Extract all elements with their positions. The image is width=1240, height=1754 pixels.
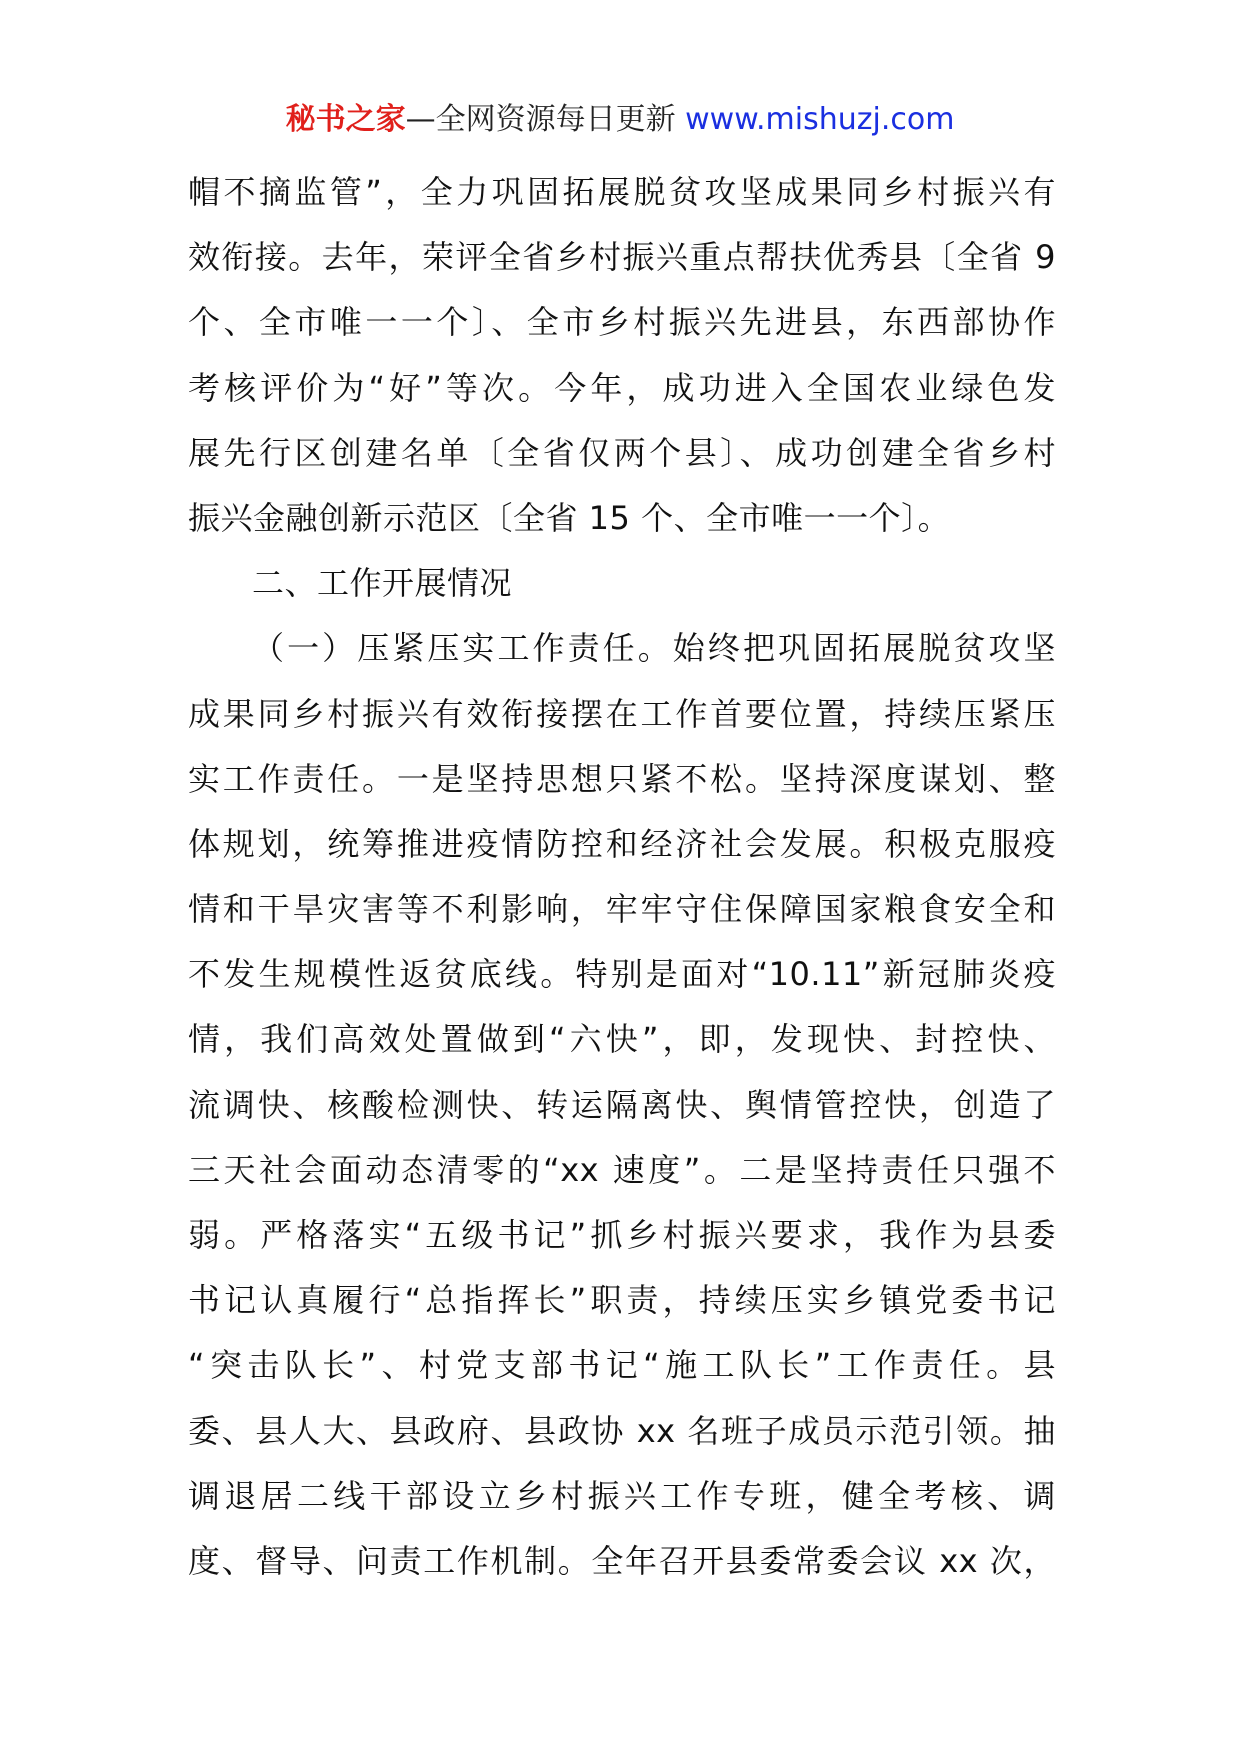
text-line: 度、督导、问责工作机制。全年召开县委常委会议 xx 次， [188,1541,1056,1580]
text-line: 帽不摘监管”，全力巩固拓展脱贫攻坚成果同乡村振兴有 [188,173,1056,211]
text-line: 书记认真履行“总指挥长”职责，持续压实乡镇党委书记 [188,1281,1056,1320]
header-tagline: —全网资源每日更新 [405,102,686,137]
text-line: 考核评价为“好”等次。今年，成功进入全国农业绿色发 [188,368,1056,407]
text-line: 情和干旱灾害等不利影响，牢牢守住保障国家粮食安全和 [188,890,1056,929]
text-line: 成果同乡村振兴有效衔接摆在工作首要位置，持续压紧压 [188,694,1056,733]
text-line: 振兴金融创新示范区〔全省 15 个、全市唯一一个〕。 [188,498,951,537]
text-line: 效衔接。去年，荣评全省乡村振兴重点帮扶优秀县〔全省 9 [188,238,1056,277]
text-line: 情，我们高效处置做到“六快”，即，发现快、封控快、 [188,1020,1056,1059]
text-line: 实工作责任。一是坚持思想只紧不松。坚持深度谋划、整 [188,759,1056,798]
text-line: 调退居二线干部设立乡村振兴工作专班，健全考核、调 [188,1476,1056,1515]
text-line: 展先行区创建名单〔全省仅两个县〕、成功创建全省乡村 [188,433,1056,472]
text-line: 不发生规模性返贫底线。特别是面对“10.11”新冠肺炎疫 [188,955,1056,994]
document-body [188,160,1056,1594]
text-line: 弱。严格落实“五级书记”抓乡村振兴要求，我作为县委 [188,1216,1056,1254]
section-heading: 二、工作开展情况 [252,564,513,603]
site-url-link[interactable]: www.mishuzj.com [685,102,955,137]
text-line: （一）压紧压实工作责任。始终把巩固拓展脱贫攻坚 [252,629,1056,668]
brand-name: 秘书之家 [285,102,406,137]
text-line: 委、县人大、县政府、县政协 xx 名班子成员示范引领。抽 [188,1411,1056,1450]
text-line: “突击队长”、村党支部书记“施工队长”工作责任。县 [188,1346,1056,1385]
text-line: 流调快、核酸检测快、转运隔离快、舆情管控快，创造了 [188,1085,1056,1124]
text-line: 体规划，统筹推进疫情防控和经济社会发展。积极克服疫 [188,824,1056,863]
text-line: 三天社会面动态清零的“xx 速度”。二是坚持责任只强不 [188,1150,1056,1189]
text-line: 个、全市唯一一个〕、全市乡村振兴先进县，东西部协作 [188,303,1056,342]
watermark-header [0,100,1240,140]
